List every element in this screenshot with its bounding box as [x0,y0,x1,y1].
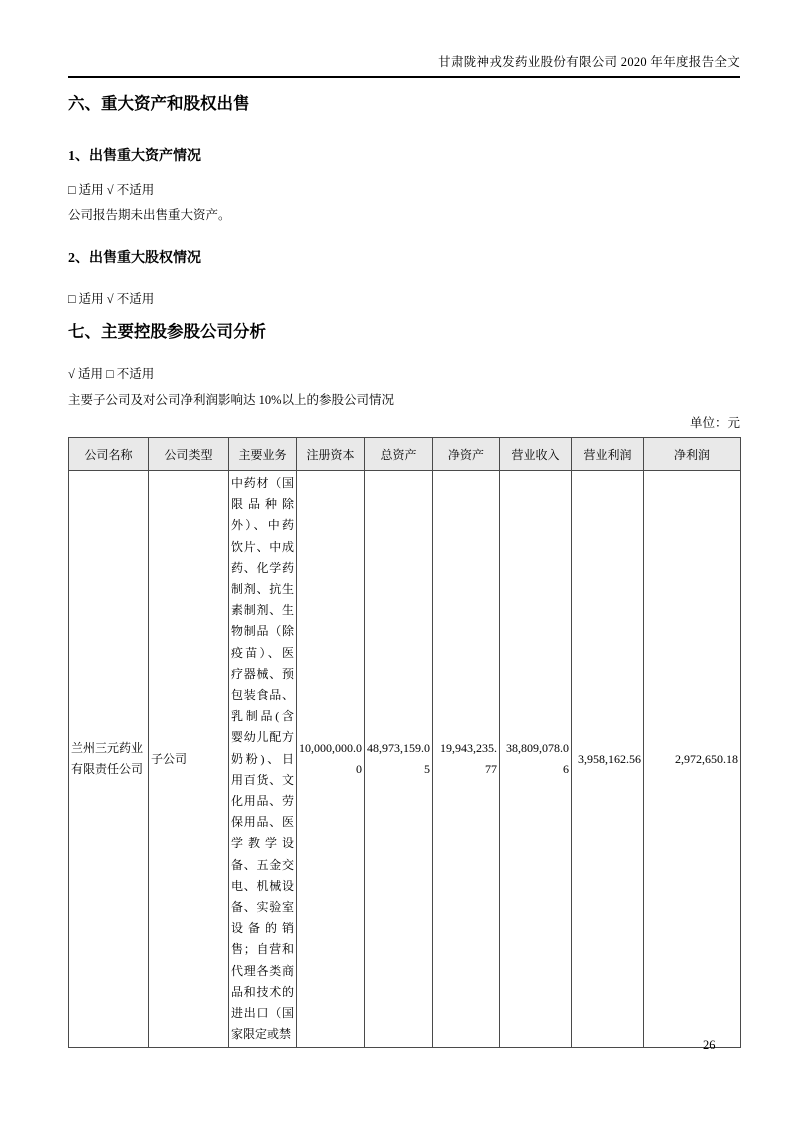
document-header-title: 甘肃陇神戎发药业股份有限公司 2020 年年度报告全文 [68,52,740,78]
col-header-company-type: 公司类型 [149,438,229,471]
applicability-statement-equity-sale: □ 适用 √ 不适用 [68,292,155,306]
col-header-total-assets: 总资产 [365,438,433,471]
cell-operating-profit: 3,958,162.56 [572,471,644,1048]
applicability-statement-asset-sale: □ 适用 √ 不适用 [68,183,155,197]
cell-net-profit: 2,972,650.18 [644,471,741,1048]
subsidiaries-table [68,437,741,1048]
unit-label: 单位：元 [689,416,740,430]
col-header-company-name: 公司名称 [69,438,149,471]
cell-net-assets: 19,943,235.77 [433,471,500,1048]
section-7-title: 七、主要控股参股公司分析 [68,322,266,341]
section-6-sub-1-title: 1、出售重大资产情况 [68,149,201,164]
col-header-registered-capital: 注册资本 [297,438,365,471]
cell-company-name: 兰州三元药业有限责任公司 [69,471,149,1048]
subsidiaries-description: 主要子公司及对公司净利润影响达 10%以上的参股公司情况 [68,393,395,407]
col-header-net-profit: 净利润 [644,438,741,471]
table-header-row [69,438,741,471]
cell-company-type: 子公司 [149,471,229,1048]
section-6-sub-2-title: 2、出售重大股权情况 [68,251,201,266]
col-header-main-business: 主要业务 [229,438,297,471]
section-6-title: 六、重大资产和股权出售 [68,94,250,113]
page-number: 26 [703,1038,716,1052]
cell-main-business: 中药材（国限品种除外）、中药饮片、中成药、化学药制剂、抗生素制剂、生物制品（除疫苗）、医疗器械、预包装食品、乳制品(含婴幼儿配方奶粉)、日用百货、文化用品、劳保用品、医学教学设备、五金交电、机械设备、实验室设备的销售；自营和代理各类商品和技术的进出口（国家限定或禁 [229,471,297,1048]
table-row [69,471,741,1048]
col-header-net-assets: 净资产 [433,438,500,471]
col-header-operating-profit: 营业利润 [572,438,644,471]
cell-total-assets: 48,973,159.05 [365,471,433,1048]
col-header-revenue: 营业收入 [500,438,572,471]
cell-registered-capital: 10,000,000.00 [297,471,365,1048]
asset-sale-note: 公司报告期未出售重大资产。 [68,208,231,222]
cell-revenue: 38,809,078.06 [500,471,572,1048]
applicability-statement-subsidiaries: √ 适用 □ 不适用 [68,367,155,381]
